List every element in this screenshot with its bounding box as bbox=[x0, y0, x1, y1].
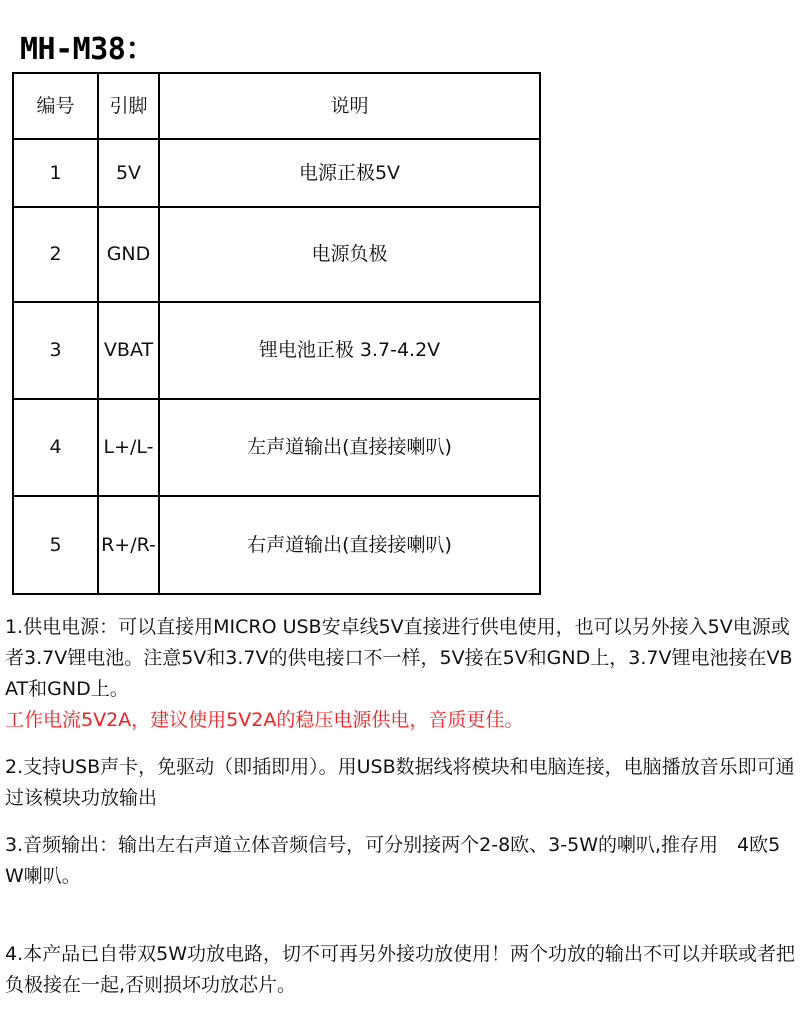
notes-section bbox=[5, 612, 795, 1001]
row-number: 5 bbox=[13, 496, 98, 594]
row-pin: L+/L- bbox=[98, 399, 159, 496]
table-row bbox=[13, 302, 540, 399]
column-header-description: 说明 bbox=[159, 73, 540, 139]
row-description: 电源正极5V bbox=[159, 139, 540, 207]
row-number: 2 bbox=[13, 207, 98, 302]
row-description: 电源负极 bbox=[159, 207, 540, 302]
row-description: 右声道输出(直接接喇叭) bbox=[159, 496, 540, 594]
table-row bbox=[13, 496, 540, 594]
note-audio-output: 3.音频输出：输出左右声道立体音频信号，可分别接两个2-8欧、3-5W的喇叭,推存用 4欧5W喇叭。 bbox=[5, 834, 781, 887]
row-pin: VBAT bbox=[98, 302, 159, 399]
row-pin: 5V bbox=[98, 139, 159, 207]
row-pin: GND bbox=[98, 207, 159, 302]
row-description: 锂电池正极 3.7-4.2V bbox=[159, 302, 540, 399]
page-title: MH-M38： bbox=[20, 32, 155, 67]
column-header-pin: 引脚 bbox=[98, 73, 159, 139]
table-row bbox=[13, 399, 540, 496]
row-number: 1 bbox=[13, 139, 98, 207]
note-usb-sound-card: 2.支持USB声卡，免驱动（即插即用）。用USB数据线将模块和电脑连接，电脑播放音乐即可通过该模块功放输出 bbox=[5, 756, 795, 809]
row-number: 3 bbox=[13, 302, 98, 399]
table-header-row bbox=[13, 73, 540, 139]
table-row bbox=[13, 207, 540, 302]
row-description: 左声道输出(直接接喇叭) bbox=[159, 399, 540, 496]
note-amplifier-warning: 4.本产品已自带双5W功放电路，切不可再另外接功放使用！两个功放的输出不可以并联或者把负极接在一起,否则损坏功放芯片。 bbox=[5, 943, 796, 996]
row-number: 4 bbox=[13, 399, 98, 496]
note-power-supply: 1.供电电源：可以直接用MICRO USB安卓线5V直接进行供电使用，也可以另外接入5V电源或者3.7V锂电池。注意5V和3.7V的供电接口不一样，5V接在5V和GND上，3.7V锂电池接在VBAT和GND上。 bbox=[5, 616, 793, 700]
row-pin: R+/R- bbox=[98, 496, 159, 594]
pin-table bbox=[12, 72, 541, 595]
note-power-warning: 工作电流5V2A，建议使用5V2A的稳压电源供电，音质更佳。 bbox=[5, 709, 524, 731]
table-row bbox=[13, 139, 540, 207]
column-header-number: 编号 bbox=[13, 73, 98, 139]
